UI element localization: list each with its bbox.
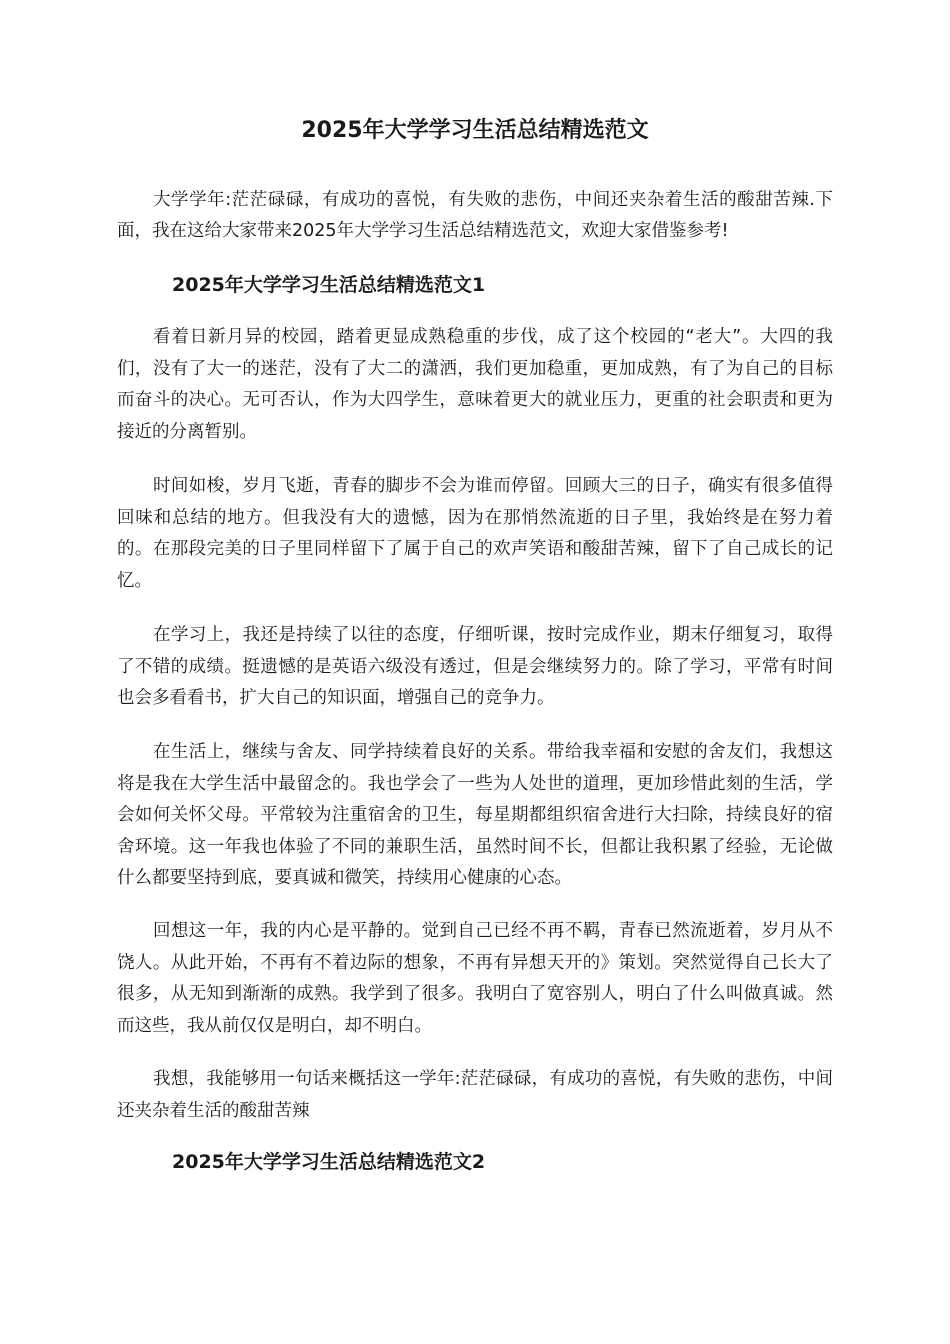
- body-paragraph: 在生活上，继续与舍友、同学持续着良好的关系。带给我幸福和安慰的舍友们，我想这将是我在大学生活中最留念的。我也学会了一些为人处世的道理，更加珍惜此刻的生活，学会如何关怀父母。平常较为注重宿舍的卫生，每星期都组织宿舍进行大扫除，持续良好的宿舍环境。这一年我也体验了不同的兼职生活，虽然时间不长，但都让我积累了经验，无论做什么都要坚持到底，要真诚和微笑，持续用心健康的心态。: [117, 742, 833, 888]
- body-paragraph: 时间如梭，岁月飞逝，青春的脚步不会为谁而停留。回顾大三的日子，确实有很多值得回味和总结的地方。但我没有大的遗憾，因为在那悄然流逝的日子里，我始终是在努力着的。在那段完美的日子里同样留下了属于自己的欢声笑语和酸甜苦辣，留下了自己成长的记忆。: [117, 476, 833, 591]
- intro-paragraph: 大学学年:茫茫碌碌，有成功的喜悦，有失败的悲伤，中间还夹杂着生活的酸甜苦辣.下面，我在这给大家带来2025年大学学习生活总结精选范文，欢迎大家借鉴参考!: [117, 190, 833, 241]
- section-heading-1: 2025年大学学习生活总结精选范文1: [172, 274, 486, 296]
- document-title: 2025年大学学习生活总结精选范文: [301, 118, 649, 143]
- body-paragraph: 在学习上，我还是持续了以往的态度，仔细听课，按时完成作业，期末仔细复习，取得了不错的成绩。挺遗憾的是英语六级没有透过，但是会继续努力的。除了学习，平常有时间也会多看看书，扩大自己的知识面，增强自己的竞争力。: [117, 625, 833, 708]
- body-paragraph: 看着日新月异的校园，踏着更显成熟稳重的步伐，成了这个校园的“老大”。大四的我们，没有了大一的迷茫，没有了大二的潇洒，我们更加稳重，更加成熟，有了为自己的目标而奋斗的决心。无可否认，作为大四学生，意味着更大的就业压力，更重的社会职责和更为接近的分离暂别。: [117, 327, 833, 442]
- body-paragraph: 回想这一年，我的内心是平静的。觉到自己已经不再不羁，青春已然流逝着，岁月从不饶人。从此开始，不再有不着边际的想象，不再有异想天开的》策划。突然觉得自己长大了很多，从无知到渐渐的成熟。我学到了很多。我明白了宽容别人，明白了什么叫做真诚。然而这些，我从前仅仅是明白，却不明白。: [117, 921, 833, 1036]
- section-heading-2: 2025年大学学习生活总结精选范文2: [172, 1151, 486, 1173]
- body-paragraph: 我想，我能够用一句话来概括这一学年:茫茫碌碌，有成功的喜悦，有失败的悲伤，中间还夹杂着生活的酸甜苦辣: [117, 1069, 833, 1121]
